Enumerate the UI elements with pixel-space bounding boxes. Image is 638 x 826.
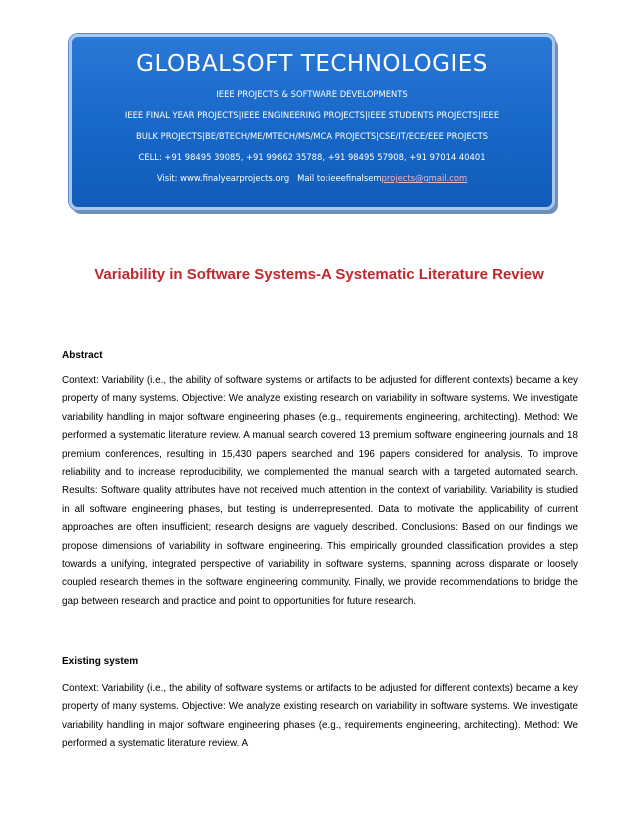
abstract-text: Context: Variability (i.e., the ability of software systems or artifacts to be adjusted for different contexts) became a key property of many systems. Objective: We analyze existing research on variability in software systems. We investigate variability handling in major software engineering phases (e.g., requirements engineering, architecting). Method: We performed a systematic literature review. A manual search covered 13 premium software engineering journals and 18 premium conferences, resulting in 15,430 papers searched and 196 papers considered for analysis. To improve reliability and to increase reproducibility, we complemented the manual search with a targeted automated search. Results: Software quality attributes have not received much attention in the context of variability. Variability is studied in all software engineering phases, but testing is underrepresented. Data to motivate the applicability of current approaches are often insufficient; research designs are vaguely described. Conclusions: Based on our findings we propose dimensions of variability in software engineering. This empirically grounded classification provides a step towards a unifying, integrated perspective of variability in software systems, spanning across disparate or loosely coupled research themes in the software engineering community. Finally, we provide recommendations to bridge the gap between research and practice and point to opportunities for future research. xyxy=(62,375,578,607)
banner-tagline: IEEE PROJECTS & SOFTWARE DEVELOPMENTS xyxy=(216,89,408,99)
banner-bulk-line: BULK PROJECTS|BE/BTECH/ME/MTECH/MS/MCA PROJECTS|CSE/IT/ECE/EEE PROJECTS xyxy=(135,131,489,141)
header-banner xyxy=(69,34,555,210)
company-name: GLOBALSOFT TECHNOLOGIES xyxy=(136,51,488,77)
document-title: Variability in Software Systems-A Systematic Literature Review xyxy=(94,266,544,283)
banner-contact-line: CELL: +91 98495 39085, +91 99662 35788, +91 98495 57908, +91 97014 40401 xyxy=(138,152,486,162)
email-link[interactable]: projects@gmail.com xyxy=(381,173,468,183)
existing-system-heading: Existing system xyxy=(62,656,139,667)
banner-visit-line xyxy=(72,168,552,189)
banner-projects-line: IEEE FINAL YEAR PROJECTS|IEEE ENGINEERING PROJECTS|IEEE STUDENTS PROJECTS|IEEE xyxy=(124,110,500,120)
banner-visit-text: Visit: www.finalyearprojects.org Mail to:ieeefinalsem xyxy=(156,173,382,183)
abstract-heading: Abstract xyxy=(62,350,103,361)
existing-system-text: Context: Variability (i.e., the ability of software systems or artifacts to be adjusted for different contexts) became a key property of many systems. Objective: We analyze existing research on variability in software systems. We investigate variability handling in major software engineering phases (e.g., requirements engineering, architecting). Method: We performed a systematic literature review. A xyxy=(62,683,578,750)
